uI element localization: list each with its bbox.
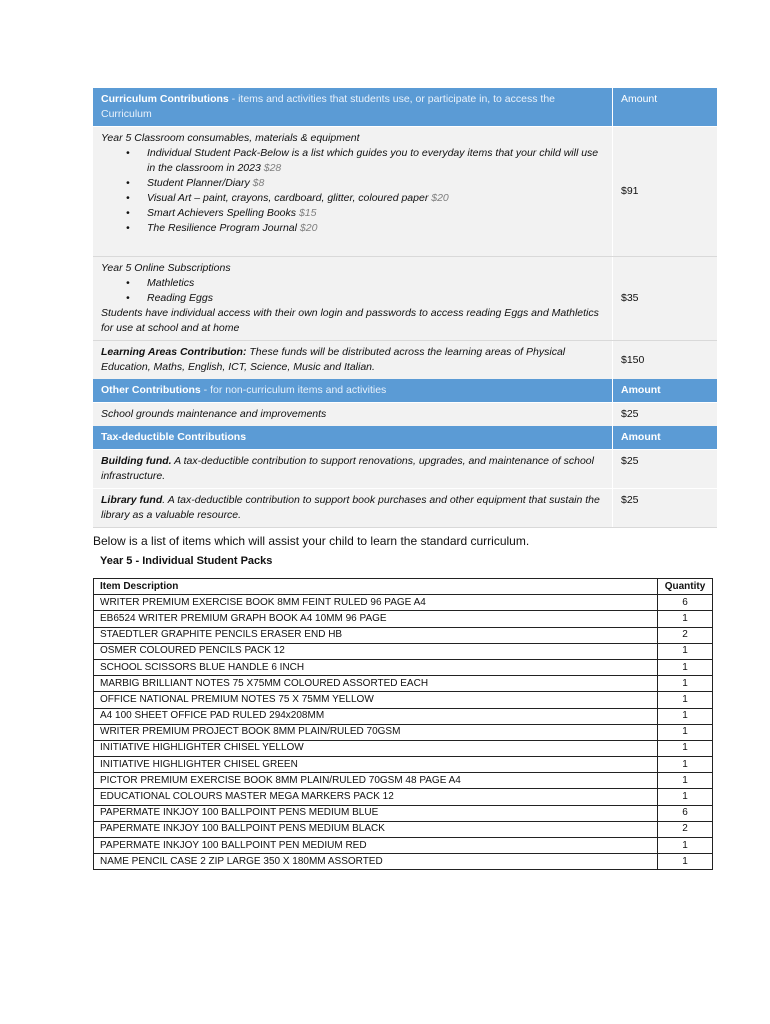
other-header-title: Other Contributions: [101, 384, 201, 396]
intro-text: Below is a list of items which will assist your child to learn the standard curriculum.: [93, 534, 530, 548]
item-quantity: 6: [658, 595, 713, 611]
other-header-description: - for non-curriculum items and activities: [200, 384, 387, 396]
item-quantity: 6: [658, 805, 713, 821]
contributions-table: [93, 88, 717, 528]
classroom-item-text: Smart Achievers Spelling Books: [147, 207, 299, 219]
classroom-title: Year 5 Classroom consumables, materials & equipment: [101, 132, 360, 144]
table-row: [94, 757, 713, 773]
table-row: [94, 821, 713, 837]
learning-cell: [93, 341, 613, 380]
item-description: OFFICE NATIONAL PREMIUM NOTES 75 X 75MM YELLOW: [94, 692, 658, 708]
table-row: [94, 595, 713, 611]
item-quantity: 1: [658, 643, 713, 659]
classroom-item-price: $20: [431, 192, 449, 204]
classroom-item-price: $15: [298, 207, 317, 219]
item-description: PAPERMATE INKJOY 100 BALLPOINT PEN MEDIUM RED: [94, 838, 658, 854]
item-description: PAPERMATE INKJOY 100 BALLPOINT PENS MEDIUM BLACK: [94, 821, 658, 837]
online-note: Students have individual access with their own login and passwords to access reading Eggs and Mathletics for use at school and at home: [101, 307, 599, 334]
item-description: MARBIG BRILLIANT NOTES 75 X75MM COLOURED ASSORTED EACH: [94, 676, 658, 692]
item-description: INITIATIVE HIGHLIGHTER CHISEL GREEN: [94, 757, 658, 773]
item-quantity: 1: [658, 740, 713, 756]
curriculum-header-description: - items and activities that students use, or participate in, to access the Curriculum: [101, 93, 555, 120]
item-description: INITIATIVE HIGHLIGHTER CHISEL YELLOW: [94, 740, 658, 756]
table-row: [94, 740, 713, 756]
classroom-amount: $91: [613, 127, 718, 257]
other-amount-label: Amount: [613, 379, 718, 403]
tax-header-row: [93, 426, 717, 450]
tax-amount-label: Amount: [613, 426, 718, 450]
curriculum-header-row: [93, 88, 717, 127]
table-row: [94, 643, 713, 659]
table-row: [94, 724, 713, 740]
table-row: [94, 611, 713, 627]
item-description: A4 100 SHEET OFFICE PAD RULED 294x208MM: [94, 708, 658, 724]
building-amount: $25: [613, 450, 718, 489]
grounds-text: School grounds maintenance and improvements: [93, 403, 613, 427]
item-description: PICTOR PREMIUM EXERCISE BOOK 8MM PLAIN/RULED 70GSM 48 PAGE A4: [94, 773, 658, 789]
library-row: [93, 489, 717, 528]
online-list: [101, 276, 604, 306]
curriculum-header-title: Curriculum Contributions: [101, 93, 229, 105]
item-quantity: 1: [658, 708, 713, 724]
item-description: STAEDTLER GRAPHITE PENCILS ERASER END HB: [94, 627, 658, 643]
online-item: • Mathletics: [147, 276, 604, 291]
building-row: [93, 450, 717, 489]
learning-label: Learning Areas Contribution:: [101, 346, 247, 358]
other-header-cell: [93, 379, 613, 403]
library-amount: $25: [613, 489, 718, 528]
student-pack-header-row: [94, 579, 713, 595]
library-cell: [93, 489, 613, 528]
item-quantity: 2: [658, 821, 713, 837]
item-quantity: 1: [658, 838, 713, 854]
item-quantity: 1: [658, 757, 713, 773]
classroom-item-text: The Resilience Program Journal: [147, 222, 300, 234]
classroom-list: [101, 146, 604, 236]
item-description: PAPERMATE INKJOY 100 BALLPOINT PENS MEDIUM BLUE: [94, 805, 658, 821]
table-row: [94, 659, 713, 675]
item-quantity: 2: [658, 627, 713, 643]
grounds-row: [93, 403, 717, 427]
library-text: . A tax-deductible contribution to support book purchases and other equipment that sustain the library as a valuable resource.: [101, 494, 600, 521]
table-row: [94, 838, 713, 854]
building-text: A tax-deductible contribution to support renovations, upgrades, and maintenance of school infrastructure.: [101, 455, 594, 482]
library-label: Library fund: [101, 494, 163, 506]
item-quantity: 1: [658, 724, 713, 740]
online-title: Year 5 Online Subscriptions: [101, 262, 231, 274]
classroom-item-price: $8: [252, 177, 265, 189]
building-label: Building fund.: [101, 455, 172, 467]
building-cell: [93, 450, 613, 489]
classroom-item-text: Individual Student Pack-Below is a list which guides you to everyday items that your child will use in the classroom in 2023: [147, 147, 599, 174]
learning-text: These funds will be distributed across the learning areas of Physical Education, Maths, English, ICT, Science, Music and Italian.: [101, 346, 566, 373]
table-row: [94, 676, 713, 692]
item-quantity: 1: [658, 854, 713, 870]
classroom-item-text: Student Planner/Diary: [147, 177, 253, 189]
other-header-row: [93, 379, 717, 403]
online-row: [93, 257, 717, 341]
table-row: [94, 805, 713, 821]
online-item: • Reading Eggs: [147, 291, 604, 306]
classroom-item-price: $28: [263, 162, 282, 174]
item-quantity: 1: [658, 611, 713, 627]
item-description: OSMER COLOURED PENCILS PACK 12: [94, 643, 658, 659]
item-description: WRITER PREMIUM EXERCISE BOOK 8MM FEINT RULED 96 PAGE A4: [94, 595, 658, 611]
classroom-item: [147, 176, 604, 191]
online-cell: [93, 257, 613, 341]
classroom-row: [93, 127, 717, 257]
quantity-header: Quantity: [658, 579, 713, 595]
classroom-item: [147, 191, 604, 206]
table-row: [94, 789, 713, 805]
grounds-amount: $25: [613, 403, 718, 427]
table-row: [94, 773, 713, 789]
item-quantity: 1: [658, 692, 713, 708]
packs-title: Year 5 - Individual Student Packs: [100, 555, 273, 567]
tax-header-title: Tax-deductible Contributions: [93, 426, 613, 450]
item-quantity: 1: [658, 676, 713, 692]
classroom-item: [147, 206, 604, 221]
classroom-item: [147, 146, 604, 176]
classroom-item-text: Visual Art – paint, crayons, cardboard, glitter, coloured paper: [147, 192, 432, 204]
item-description: EB6524 WRITER PREMIUM GRAPH BOOK A4 10MM 96 PAGE: [94, 611, 658, 627]
curriculum-amount-label: Amount: [613, 88, 718, 127]
learning-row: [93, 341, 717, 380]
classroom-cell: [93, 127, 613, 257]
item-description: NAME PENCIL CASE 2 ZIP LARGE 350 X 180MM ASSORTED: [94, 854, 658, 870]
item-description: EDUCATIONAL COLOURS MASTER MEGA MARKERS PACK 12: [94, 789, 658, 805]
item-description-header: Item Description: [94, 579, 658, 595]
item-description: SCHOOL SCISSORS BLUE HANDLE 6 INCH: [94, 659, 658, 675]
curriculum-header-cell: [93, 88, 613, 127]
table-row: [94, 692, 713, 708]
learning-amount: $150: [613, 341, 718, 380]
item-quantity: 1: [658, 789, 713, 805]
item-description: WRITER PREMIUM PROJECT BOOK 8MM PLAIN/RULED 70GSM: [94, 724, 658, 740]
student-pack-table: [93, 578, 713, 870]
classroom-item: [147, 221, 604, 236]
item-quantity: 1: [658, 773, 713, 789]
table-row: [94, 627, 713, 643]
table-row: [94, 708, 713, 724]
classroom-item-price: $20: [299, 222, 318, 234]
item-quantity: 1: [658, 659, 713, 675]
table-row: [94, 854, 713, 870]
online-amount: $35: [613, 257, 718, 341]
